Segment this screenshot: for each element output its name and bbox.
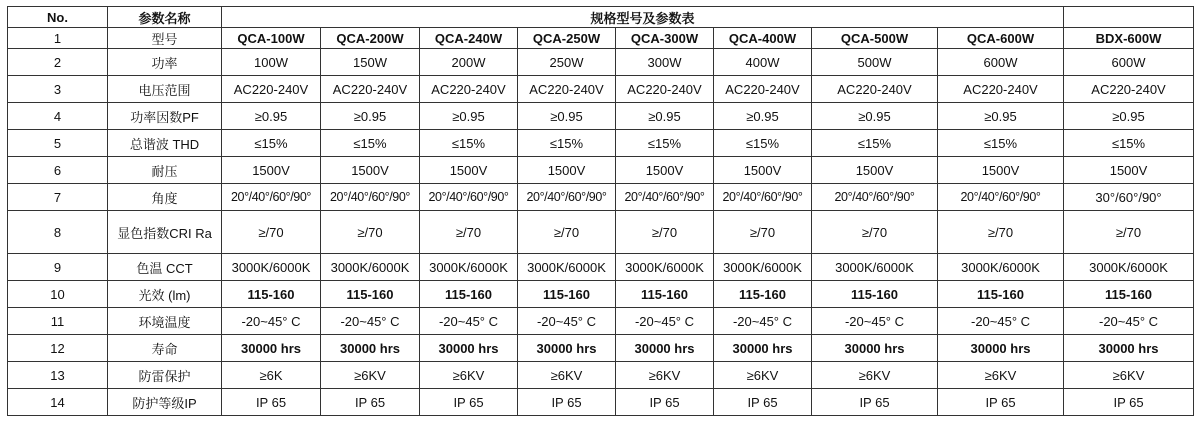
value-cell: AC220-240V: [938, 76, 1064, 103]
value-cell: 30000 hrs: [616, 335, 714, 362]
value-cell: 3000K/6000K: [616, 254, 714, 281]
param-name: 功率: [108, 49, 222, 76]
blank-header: [1064, 7, 1194, 28]
row-number: 3: [8, 76, 108, 103]
row-number: 8: [8, 211, 108, 254]
value-cell: ≥0.95: [938, 103, 1064, 130]
value-cell: ≤15%: [518, 130, 616, 157]
value-cell: ≤15%: [222, 130, 321, 157]
value-cell: ≥6KV: [1064, 362, 1194, 389]
value-cell: IP 65: [518, 389, 616, 416]
value-cell: -20~45° C: [938, 308, 1064, 335]
value-cell: ≥0.95: [812, 103, 938, 130]
value-cell: 150W: [321, 49, 420, 76]
value-cell: 200W: [420, 49, 518, 76]
model-cell: QCA-100W: [222, 28, 321, 49]
value-cell: AC220-240V: [714, 76, 812, 103]
value-cell: -20~45° C: [812, 308, 938, 335]
param-name: 寿命: [108, 335, 222, 362]
param-name: 功率因数PF: [108, 103, 222, 130]
table-row: [8, 308, 1194, 335]
value-cell: ≥0.95: [616, 103, 714, 130]
value-cell: AC220-240V: [1064, 76, 1194, 103]
value-cell: 115-160: [420, 281, 518, 308]
table-row: [8, 49, 1194, 76]
value-cell: 300W: [616, 49, 714, 76]
value-cell: 115-160: [812, 281, 938, 308]
model-cell: QCA-250W: [518, 28, 616, 49]
row-number: 9: [8, 254, 108, 281]
param-name: 防护等级IP: [108, 389, 222, 416]
table-row: [8, 103, 1194, 130]
value-cell: 3000K/6000K: [420, 254, 518, 281]
value-cell: ≥0.95: [714, 103, 812, 130]
value-cell: 115-160: [1064, 281, 1194, 308]
value-cell: 30000 hrs: [938, 335, 1064, 362]
table-row: [8, 254, 1194, 281]
model-cell: QCA-240W: [420, 28, 518, 49]
value-cell: ≥6K: [222, 362, 321, 389]
param-name: 光效 (lm): [108, 281, 222, 308]
value-cell: ≤15%: [938, 130, 1064, 157]
value-cell: IP 65: [812, 389, 938, 416]
value-cell: 20°/40°/60°/90°: [714, 184, 812, 211]
param-name: 角度: [108, 184, 222, 211]
value-cell: 400W: [714, 49, 812, 76]
value-cell: AC220-240V: [616, 76, 714, 103]
value-cell: ≤15%: [321, 130, 420, 157]
param-name: 色温 CCT: [108, 254, 222, 281]
value-cell: 30000 hrs: [1064, 335, 1194, 362]
value-cell: ≥6KV: [938, 362, 1064, 389]
table-row: [8, 211, 1194, 254]
param-name: 耐压: [108, 157, 222, 184]
value-cell: 3000K/6000K: [812, 254, 938, 281]
table-row: [8, 389, 1194, 416]
value-cell: ≤15%: [812, 130, 938, 157]
value-cell: 115-160: [714, 281, 812, 308]
param-name-header: 参数名称: [108, 7, 222, 28]
value-cell: ≥/70: [420, 211, 518, 254]
value-cell: 250W: [518, 49, 616, 76]
model-cell: QCA-400W: [714, 28, 812, 49]
value-cell: 30000 hrs: [321, 335, 420, 362]
value-cell: ≥/70: [714, 211, 812, 254]
value-cell: ≥/70: [938, 211, 1064, 254]
table-row: [8, 157, 1194, 184]
value-cell: -20~45° C: [714, 308, 812, 335]
value-cell: 20°/40°/60°/90°: [321, 184, 420, 211]
value-cell: 3000K/6000K: [321, 254, 420, 281]
value-cell: AC220-240V: [222, 76, 321, 103]
table-row: [8, 335, 1194, 362]
value-cell: ≥/70: [321, 211, 420, 254]
value-cell: ≥/70: [812, 211, 938, 254]
value-cell: AC220-240V: [321, 76, 420, 103]
value-cell: ≥0.95: [222, 103, 321, 130]
value-cell: ≤15%: [1064, 130, 1194, 157]
table-title: 规格型号及参数表: [222, 7, 1064, 28]
value-cell: 3000K/6000K: [1064, 254, 1194, 281]
value-cell: 115-160: [518, 281, 616, 308]
value-cell: 115-160: [222, 281, 321, 308]
value-cell: IP 65: [938, 389, 1064, 416]
value-cell: ≥6KV: [518, 362, 616, 389]
table-row: [8, 184, 1194, 211]
value-cell: ≥6KV: [420, 362, 518, 389]
value-cell: 1500V: [222, 157, 321, 184]
value-cell: AC220-240V: [518, 76, 616, 103]
value-cell: ≤15%: [616, 130, 714, 157]
value-cell: 1500V: [518, 157, 616, 184]
param-name: 总谐波 THD: [108, 130, 222, 157]
row-number: 2: [8, 49, 108, 76]
value-cell: ≥0.95: [321, 103, 420, 130]
row-number: 13: [8, 362, 108, 389]
value-cell: 500W: [812, 49, 938, 76]
value-cell: IP 65: [714, 389, 812, 416]
row-number: 7: [8, 184, 108, 211]
value-cell: 30000 hrs: [714, 335, 812, 362]
value-cell: -20~45° C: [321, 308, 420, 335]
value-cell: 20°/40°/60°/90°: [938, 184, 1064, 211]
value-cell: 100W: [222, 49, 321, 76]
value-cell: IP 65: [1064, 389, 1194, 416]
param-name: 环境温度: [108, 308, 222, 335]
value-cell: 1500V: [714, 157, 812, 184]
value-cell: ≥/70: [518, 211, 616, 254]
value-cell: ≥/70: [222, 211, 321, 254]
value-cell: 115-160: [321, 281, 420, 308]
model-row: [8, 28, 1194, 49]
value-cell: 1500V: [321, 157, 420, 184]
value-cell: 20°/40°/60°/90°: [616, 184, 714, 211]
value-cell: ≥0.95: [420, 103, 518, 130]
value-cell: 115-160: [938, 281, 1064, 308]
model-cell: QCA-500W: [812, 28, 938, 49]
value-cell: ≤15%: [420, 130, 518, 157]
value-cell: 3000K/6000K: [518, 254, 616, 281]
row-number: 12: [8, 335, 108, 362]
value-cell: 30000 hrs: [518, 335, 616, 362]
value-cell: 1500V: [812, 157, 938, 184]
row-number: 5: [8, 130, 108, 157]
param-name: 防雷保护: [108, 362, 222, 389]
value-cell: 1500V: [616, 157, 714, 184]
value-cell: ≥0.95: [518, 103, 616, 130]
value-cell: AC220-240V: [812, 76, 938, 103]
value-cell: ≥0.95: [1064, 103, 1194, 130]
value-cell: ≥6KV: [812, 362, 938, 389]
value-cell: IP 65: [616, 389, 714, 416]
spec-table: [7, 6, 1194, 416]
row-number: 1: [8, 28, 108, 49]
value-cell: 3000K/6000K: [714, 254, 812, 281]
value-cell: -20~45° C: [420, 308, 518, 335]
value-cell: ≥/70: [616, 211, 714, 254]
value-cell: 3000K/6000K: [938, 254, 1064, 281]
param-name: 型号: [108, 28, 222, 49]
value-cell: 1500V: [938, 157, 1064, 184]
param-name: 电压范围: [108, 76, 222, 103]
row-number: 10: [8, 281, 108, 308]
value-cell: 1500V: [420, 157, 518, 184]
value-cell: 30000 hrs: [812, 335, 938, 362]
row-number: 4: [8, 103, 108, 130]
value-cell: -20~45° C: [616, 308, 714, 335]
value-cell: 20°/40°/60°/90°: [222, 184, 321, 211]
model-cell: QCA-300W: [616, 28, 714, 49]
no-header: No.: [8, 7, 108, 28]
value-cell: ≤15%: [714, 130, 812, 157]
value-cell: AC220-240V: [420, 76, 518, 103]
value-cell: -20~45° C: [1064, 308, 1194, 335]
value-cell: ≥/70: [1064, 211, 1194, 254]
value-cell: 30000 hrs: [222, 335, 321, 362]
table-row: [8, 130, 1194, 157]
row-number: 14: [8, 389, 108, 416]
value-cell: 115-160: [616, 281, 714, 308]
param-name: 显色指数CRI Ra: [108, 211, 222, 254]
value-cell: -20~45° C: [518, 308, 616, 335]
value-cell: ≥6KV: [714, 362, 812, 389]
value-cell: 20°/40°/60°/90°: [420, 184, 518, 211]
value-cell: -20~45° C: [222, 308, 321, 335]
row-number: 6: [8, 157, 108, 184]
value-cell: 20°/40°/60°/90°: [812, 184, 938, 211]
value-cell: 20°/40°/60°/90°: [518, 184, 616, 211]
value-cell: IP 65: [222, 389, 321, 416]
header-row: [8, 7, 1194, 28]
table-row: [8, 281, 1194, 308]
value-cell: 30°/60°/90°: [1064, 184, 1194, 211]
value-cell: 1500V: [1064, 157, 1194, 184]
table-row: [8, 362, 1194, 389]
table-row: [8, 76, 1194, 103]
value-cell: 600W: [1064, 49, 1194, 76]
model-cell: QCA-600W: [938, 28, 1064, 49]
value-cell: IP 65: [321, 389, 420, 416]
value-cell: 3000K/6000K: [222, 254, 321, 281]
row-number: 11: [8, 308, 108, 335]
model-cell: QCA-200W: [321, 28, 420, 49]
value-cell: ≥6KV: [321, 362, 420, 389]
model-cell: BDX-600W: [1064, 28, 1194, 49]
value-cell: IP 65: [420, 389, 518, 416]
value-cell: 600W: [938, 49, 1064, 76]
value-cell: ≥6KV: [616, 362, 714, 389]
value-cell: 30000 hrs: [420, 335, 518, 362]
